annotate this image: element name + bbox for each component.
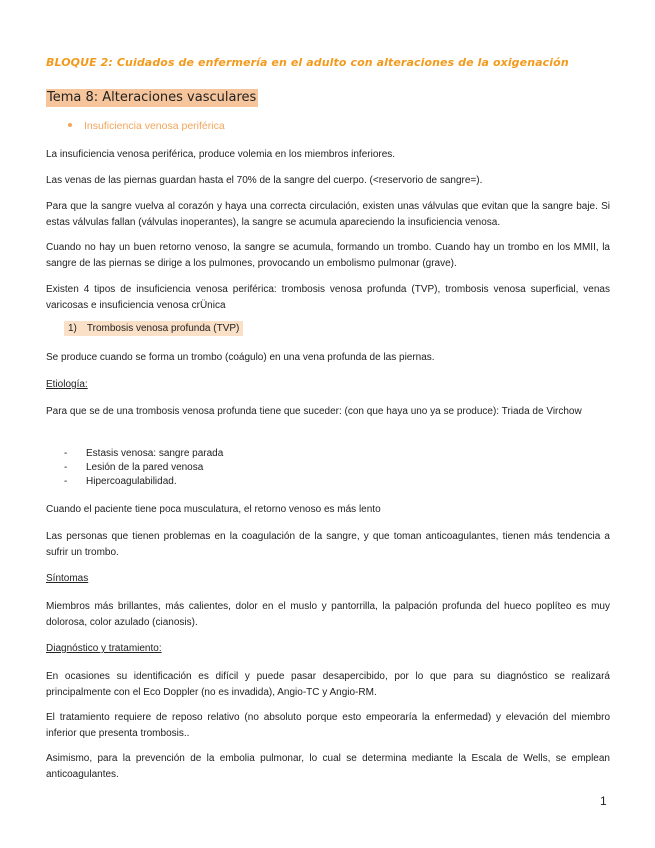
topic-title: Tema 8: Alteraciones vasculares <box>47 90 257 105</box>
heading-diagnosis: Diagnóstico y tratamiento: <box>46 643 162 654</box>
section-number: 1) <box>68 323 77 334</box>
subtopic-label: Insuficiencia venosa periférica <box>84 120 225 132</box>
subtopic-bullet <box>68 120 225 132</box>
bullet-dot-icon <box>68 123 72 127</box>
list-item: - Lesión de la pared venosa <box>64 462 204 473</box>
paragraph-intro-3: Para que la sangre vuelva al corazón y haya una correcta circulación, existen unas válvulas que evitan que la sangre baje. Si estas válvulas fallan (válvulas inoperantes), la sangre se acumula apareciendo la insuficiencia venosa. <box>46 201 610 228</box>
block-title: BLOQUE 2: Cuidados de enfermería en el adulto con alteraciones de la oxigenación <box>46 56 569 69</box>
section-heading-tvp <box>64 321 243 336</box>
paragraph-etiology: Para que se de una trombosis venosa profunda tiene que suceder: (con que haya uno ya se produce): Triada de Virchow <box>46 406 582 417</box>
paragraph-intro-4: Cuando no hay un buen retorno venoso, la sangre se acumula, formando un trombo. Cuando hay un trombo en los MMII, la sangre de las piernas se dirige a los pulmones, provocando un embolismo pulmonar (grave). <box>46 242 610 269</box>
heading-etiology: Etiología: <box>46 379 88 390</box>
paragraph-intro-1: La insuficiencia venosa periférica, produce volemia en los miembros inferiores. <box>46 149 396 160</box>
paragraph-note-1: Cuando el paciente tiene poca musculatura, el retorno venoso es más lento <box>46 504 381 515</box>
heading-symptoms: Síntomas <box>46 573 89 584</box>
list-item: - Hipercoagulabilidad. <box>64 476 177 487</box>
page-number: 1 <box>600 794 607 808</box>
paragraph-intro-2: Las venas de las piernas guardan hasta el 70% de la sangre del cuerpo. (<reservorio de sangre=). <box>46 175 483 186</box>
paragraph-note-2: Las personas que tienen problemas en la coagulación de la sangre, y que toman anticoagulantes, tienen más tendencia a sufrir un trombo. <box>46 531 610 558</box>
paragraph-diagnosis-1: En ocasiones su identificación es difícil y puede pasar desapercibido, por lo que para su diagnóstico se realizará principalmente con el Eco Doppler (no es invadida), Angio-TC y Angio-RM. <box>46 671 610 698</box>
paragraph-symptoms: Miembros más brillantes, más calientes, dolor en el muslo y pantorrilla, la palpación profunda del hueco poplíteo es muy dolorosa, color azulado (cianosis). <box>46 601 610 628</box>
paragraph-diagnosis-2: El tratamiento requiere de reposo relativo (no absoluto porque esto empeoraría la enfermedad) y elevación del miembro inferior que presenta trombosis.. <box>46 712 610 739</box>
section-title: Trombosis venosa profunda (TVP) <box>86 323 240 334</box>
paragraph-diagnosis-3: Asimismo, para la prevención de la embolia pulmonar, lo cual se determina mediante la Escala de Wells, se emplean anticoagulantes. <box>46 753 610 780</box>
paragraph-definition: Se produce cuando se forma un trombo (coágulo) en una vena profunda de las piernas. <box>46 352 435 363</box>
list-item: - Estasis venosa: sangre parada <box>64 448 224 459</box>
virchow-list <box>64 447 223 489</box>
paragraph-intro-5: Existen 4 tipos de insuficiencia venosa periférica: trombosis venosa profunda (TVP), trombosis venosa superficial, venas varicosas e insuficiencia venosa crÜnica <box>46 284 610 311</box>
